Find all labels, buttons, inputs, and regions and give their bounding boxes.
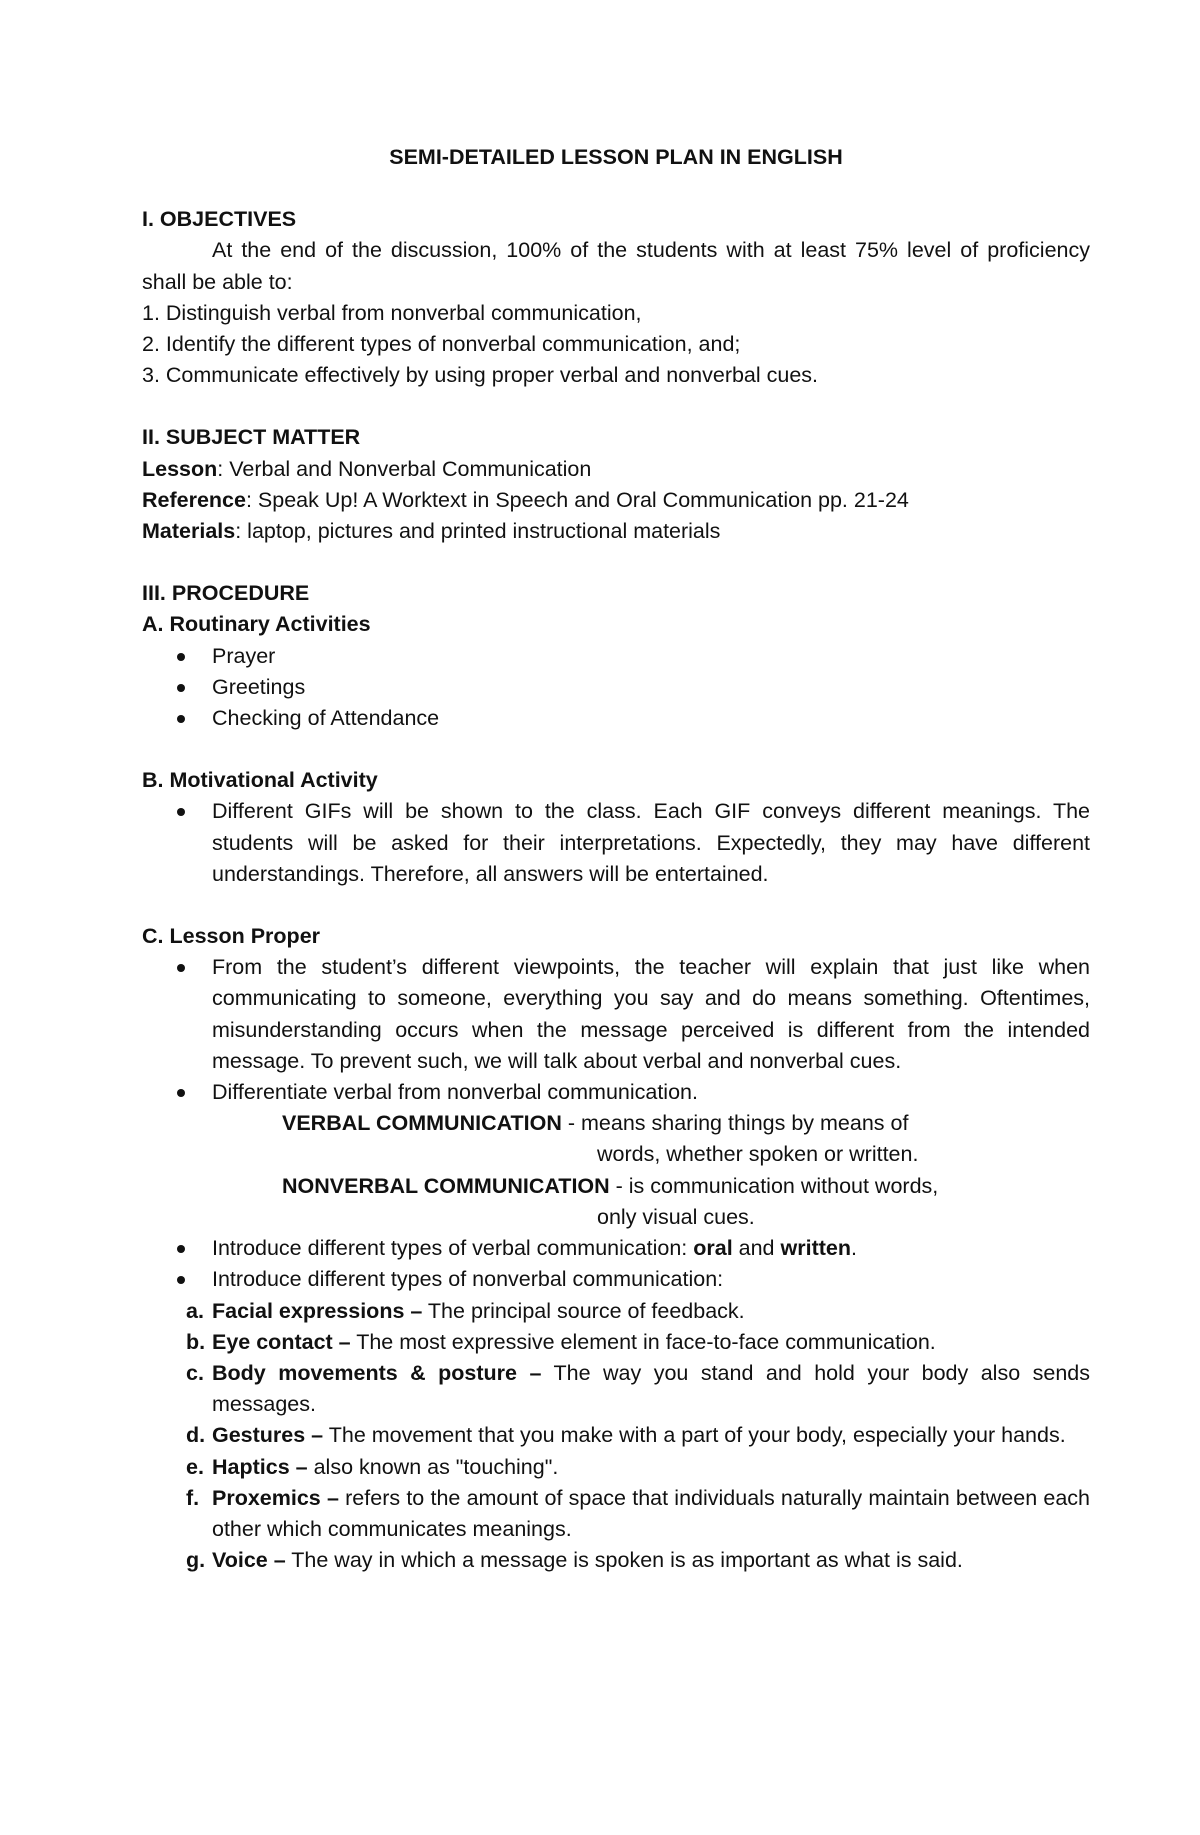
- subject-matter-heading: II. SUBJECT MATTER: [142, 425, 361, 450]
- type-marker: b.: [186, 1329, 206, 1354]
- lesson-proper-heading: C. Lesson Proper: [142, 924, 321, 949]
- motivational-section: [142, 765, 1090, 890]
- procedure-section: [142, 578, 1090, 1576]
- list-item-text: and: [732, 1236, 781, 1261]
- document-title: SEMI-DETAILED LESSON PLAN IN ENGLISH: [389, 145, 843, 169]
- type-marker: g.: [186, 1548, 206, 1573]
- routinary-heading: A. Routinary Activities: [142, 612, 371, 637]
- materials-value: : laptop, pictures and printed instructional materials: [235, 519, 721, 544]
- type-item: [142, 1296, 1090, 1327]
- motivational-heading: B. Motivational Activity: [142, 768, 378, 793]
- verbal-definition: [142, 1108, 1090, 1170]
- list-item: Different GIFs will be shown to the class. Each GIF conveys different meanings. The students will be asked for their interpretations. Expectedly, they may have different understandings. Therefore, all answers will be entertained.: [142, 796, 1090, 890]
- type-term: Gestures –: [212, 1423, 324, 1448]
- motivational-list: [142, 796, 1090, 890]
- type-desc: The movement that you make with a part of your body, especially your hands.: [323, 1423, 1066, 1448]
- list-item-text: .: [850, 1236, 857, 1261]
- type-marker: d.: [186, 1423, 206, 1448]
- objective-item: 1. Distinguish verbal from nonverbal communication,: [142, 300, 642, 325]
- type-marker: c.: [186, 1360, 204, 1385]
- subject-matter-section: [142, 422, 1090, 547]
- objectives-heading: I. OBJECTIVES: [142, 207, 297, 232]
- type-desc: The way in which a message is spoken is as important as what is said.: [285, 1548, 963, 1573]
- procedure-heading: III. PROCEDURE: [142, 581, 310, 606]
- lesson-value: : Verbal and Nonverbal Communication: [217, 456, 592, 481]
- type-term: Facial expressions –: [212, 1298, 423, 1323]
- written-term: written: [780, 1236, 851, 1261]
- objectives-section: [142, 204, 1090, 391]
- list-item: Checking of Attendance: [142, 703, 1090, 734]
- objectives-intro: At the end of the discussion, 100% of the students with at least 75% level of proficiency shall be able to:: [142, 238, 1090, 294]
- lesson-proper-list: [142, 952, 1090, 1108]
- type-marker: e.: [186, 1454, 204, 1479]
- lesson-line: [142, 454, 1090, 485]
- nonverbal-def-line1: - is communication without words,: [609, 1173, 939, 1198]
- type-term: Haptics –: [212, 1454, 308, 1479]
- verbal-def-line2: words, whether spoken or written.: [597, 1142, 919, 1167]
- lesson-proper-list-2: [142, 1233, 1090, 1295]
- nonverbal-types-list: [142, 1296, 1090, 1577]
- type-marker: f.: [186, 1485, 200, 1510]
- type-term: Body movements & posture –: [212, 1360, 542, 1385]
- materials-label: Materials: [142, 519, 236, 544]
- reference-value: : Speak Up! A Worktext in Speech and Oral Communication pp. 21-24: [245, 487, 909, 512]
- objective-item: 2. Identify the different types of nonverbal communication, and;: [142, 332, 741, 357]
- list-item: Introduce different types of nonverbal communication:: [142, 1264, 1090, 1295]
- list-item: Greetings: [142, 672, 1090, 703]
- type-marker: a.: [186, 1298, 204, 1323]
- list-item: Prayer: [142, 641, 1090, 672]
- type-desc: refers to the amount of space that individuals naturally maintain between each other which communicates meanings.: [212, 1485, 1090, 1541]
- list-item: [142, 1077, 1090, 1108]
- lesson-proper-section: [142, 921, 1090, 1576]
- verbal-def-line1: - means sharing things by means of: [561, 1111, 909, 1136]
- routinary-list: [142, 641, 1090, 735]
- type-desc: The way you stand and hold your body also sends messages.: [212, 1360, 1090, 1417]
- nonverbal-term: NONVERBAL COMMUNICATION: [282, 1173, 610, 1198]
- type-item: [142, 1358, 1090, 1420]
- type-item: [142, 1545, 1090, 1576]
- type-item: [142, 1420, 1090, 1451]
- type-term: Voice –: [212, 1548, 286, 1573]
- document-content: [142, 142, 1090, 1576]
- list-item: From the student’s different viewpoints, the teacher will explain that just like when communicating to someone, everything you say and do means something. Oftentimes, misunderstanding occurs when the message perceived is different from the intended message. To prevent such, we will talk about verbal and nonverbal cues.: [142, 952, 1090, 1077]
- lesson-label: Lesson: [142, 456, 218, 481]
- type-item: [142, 1327, 1090, 1358]
- type-term: Proxemics –: [212, 1485, 339, 1510]
- nonverbal-def-line2: only visual cues.: [597, 1204, 755, 1229]
- type-item: [142, 1483, 1090, 1545]
- type-item: [142, 1452, 1090, 1483]
- type-term: Eye contact –: [212, 1329, 351, 1354]
- objective-item: 3. Communicate effectively by using proper verbal and nonverbal cues.: [142, 363, 819, 388]
- oral-term: oral: [693, 1236, 733, 1261]
- reference-label: Reference: [142, 487, 246, 512]
- nonverbal-definition: [142, 1171, 1090, 1233]
- list-item-text: Differentiate verbal from nonverbal communication.: [212, 1080, 698, 1105]
- materials-line: [142, 516, 1090, 547]
- list-item-text: Introduce different types of verbal communication:: [212, 1236, 694, 1261]
- verbal-term: VERBAL COMMUNICATION: [282, 1111, 562, 1136]
- type-desc: also known as "touching".: [307, 1454, 559, 1479]
- reference-line: [142, 485, 1090, 516]
- type-desc: The principal source of feedback.: [422, 1298, 745, 1323]
- type-desc: The most expressive element in face-to-face communication.: [350, 1329, 936, 1354]
- list-item: [142, 1233, 1090, 1264]
